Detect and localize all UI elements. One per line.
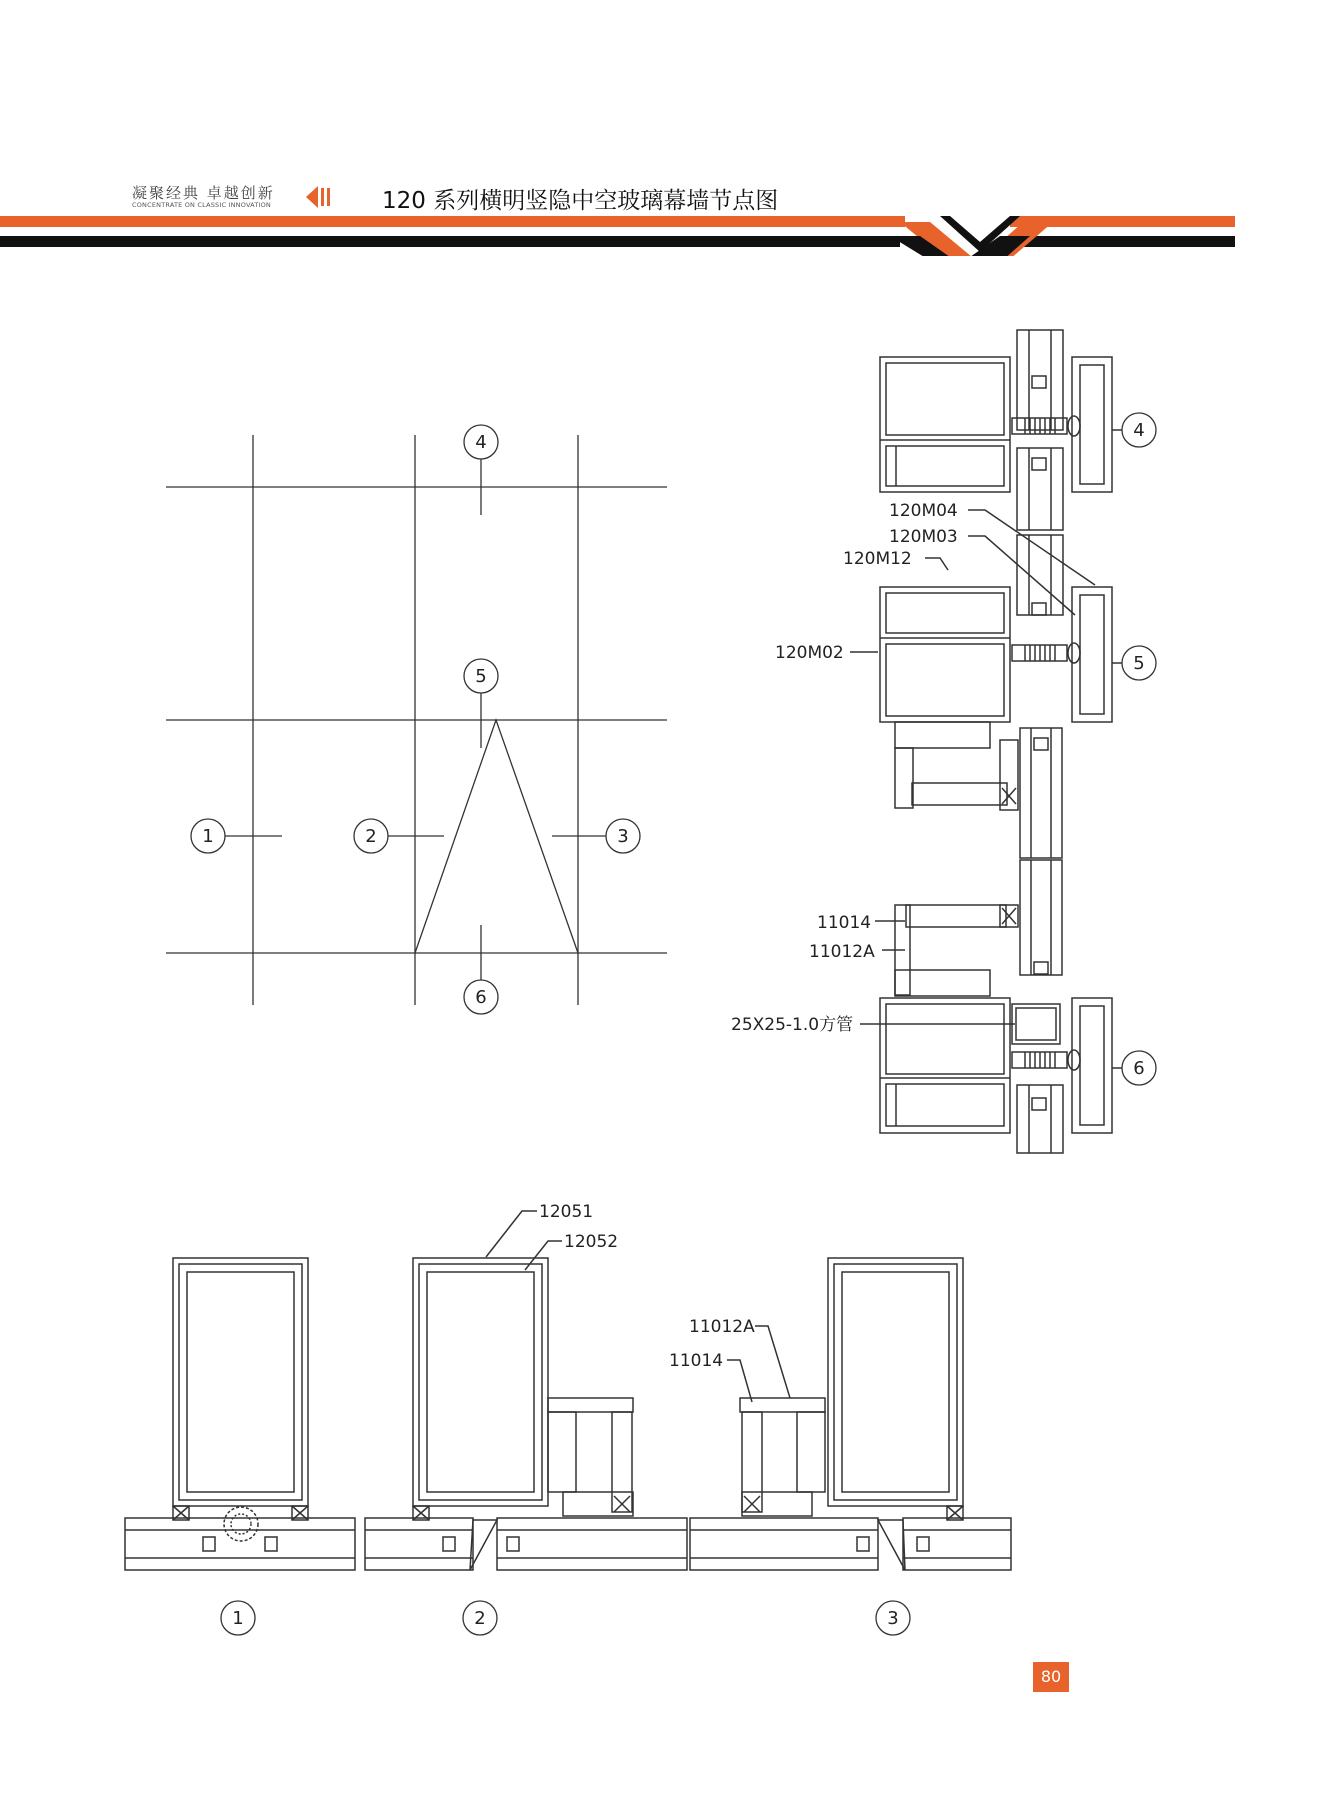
section-marker-1 (221, 1601, 255, 1635)
glass-strip-2a (365, 1518, 473, 1570)
glass-strip-2b (497, 1518, 687, 1570)
horizontal-section-labels (539, 1202, 755, 1371)
label-square-tube: 25X25-1.0方管 (731, 1015, 854, 1035)
svg-text:4: 4 (475, 432, 487, 453)
label-11012a-horizontal: 11012A (689, 1317, 755, 1337)
svg-text:1: 1 (202, 826, 214, 847)
glass-strip-1 (125, 1518, 355, 1570)
horizontal-section-markers (221, 1601, 910, 1635)
svg-text:2: 2 (474, 1608, 486, 1629)
document-title: 120 系列横明竖隐中空玻璃幕墙节点图 (382, 188, 779, 214)
svg-text:5: 5 (1133, 653, 1145, 674)
mullion-profile-1 (173, 1258, 308, 1520)
label-120m02: 120M02 (775, 643, 844, 663)
label-120m12: 120M12 (843, 549, 912, 569)
glass-strip-3b (903, 1518, 1011, 1570)
svg-text:1: 1 (232, 1608, 244, 1629)
svg-text:2: 2 (365, 826, 377, 847)
svg-text:4: 4 (1133, 420, 1145, 441)
slogan-en: CONCENTRATE ON CLASSIC INNOVATION (132, 201, 271, 209)
section-marker-2 (463, 1601, 497, 1635)
vent-frame-profile-3 (740, 1398, 825, 1516)
label-11012a-vertical: 11012A (809, 942, 875, 962)
label-12051: 12051 (539, 1202, 594, 1222)
mullion-profile-2 (413, 1258, 548, 1570)
svg-text:3: 3 (887, 1608, 899, 1629)
label-11014-vertical: 11014 (817, 913, 872, 933)
label-11014-horizontal: 11014 (669, 1351, 724, 1371)
label-120m03: 120M03 (889, 527, 958, 547)
svg-text:6: 6 (475, 987, 487, 1008)
label-120m04: 120M04 (889, 501, 958, 521)
mullion-profile-3 (828, 1258, 963, 1570)
label-12052: 12052 (564, 1232, 619, 1252)
glass-strip-3a (690, 1518, 878, 1570)
svg-text:6: 6 (1133, 1058, 1145, 1079)
section-marker-3 (876, 1601, 910, 1635)
silicone-joint-1 (224, 1507, 258, 1541)
svg-text:3: 3 (617, 826, 629, 847)
vent-frame-profile-2 (548, 1398, 633, 1516)
page-number: 80 (1033, 1662, 1069, 1692)
svg-text:5: 5 (475, 666, 487, 687)
slogan-cn: 凝聚经典 卓越创新 (132, 184, 275, 202)
